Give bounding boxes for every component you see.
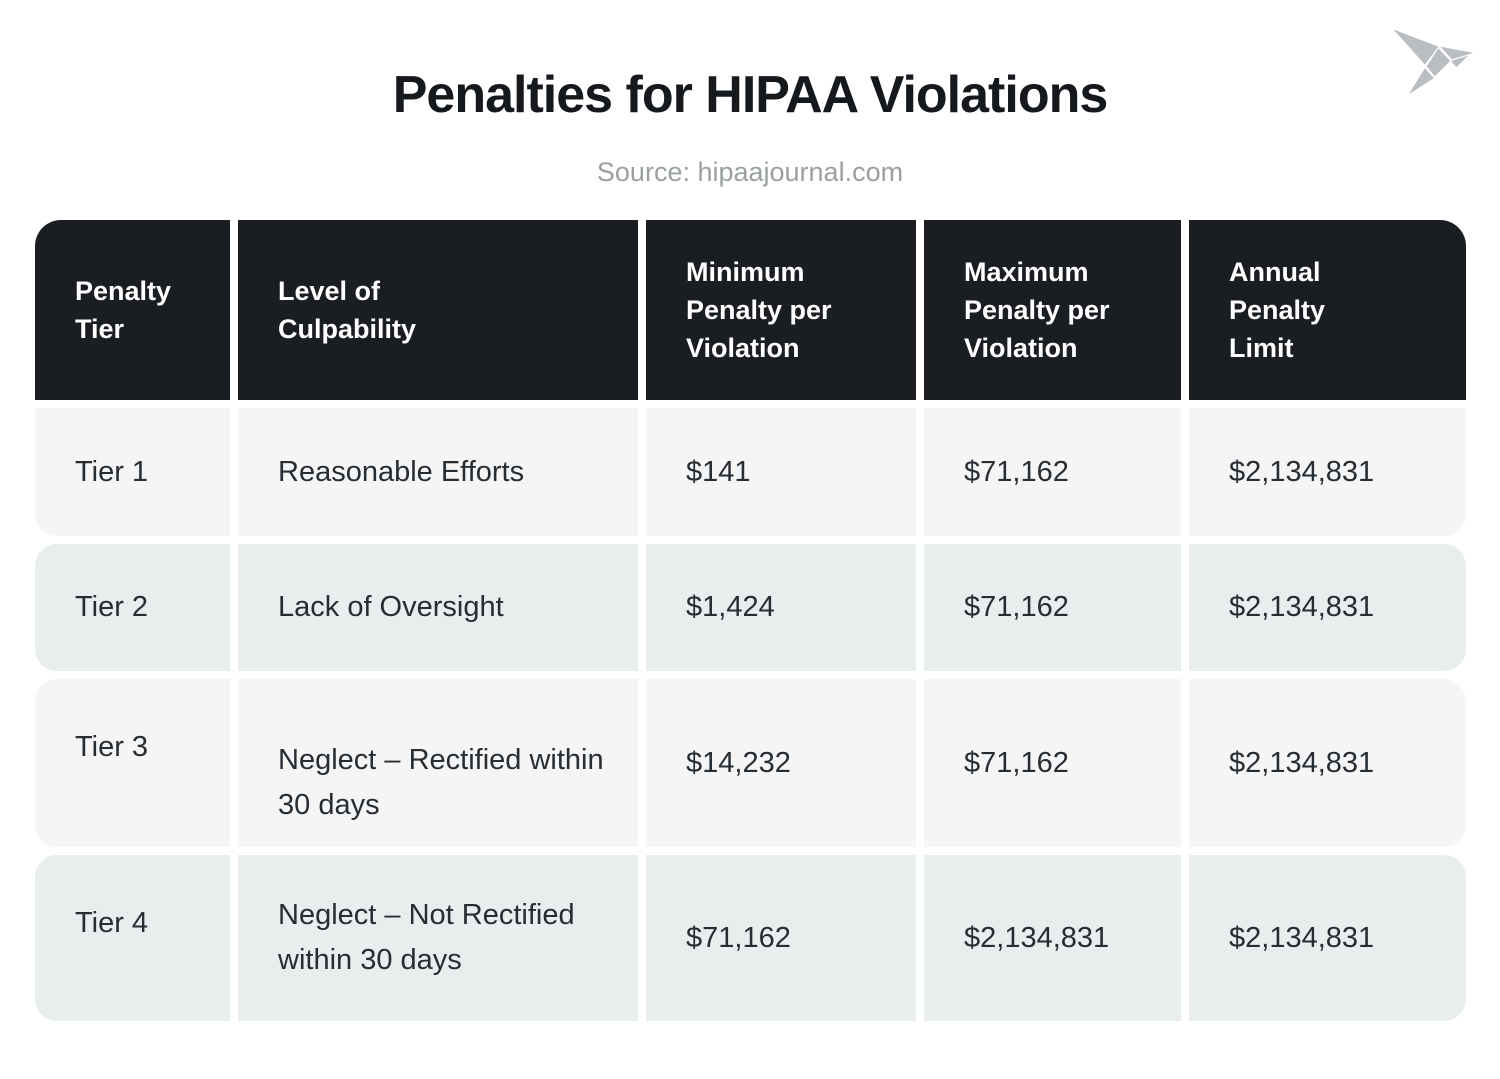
cell-max-penalty <box>924 855 1181 1021</box>
culpability-label: Reasonable Efforts <box>278 455 525 488</box>
column-header-maximum-penalty <box>924 220 1181 400</box>
column-header-penalty-tier <box>35 220 230 400</box>
cell-annual-limit <box>1189 544 1466 671</box>
cell-annual-limit <box>1189 855 1466 1021</box>
cell-annual-limit <box>1189 408 1466 536</box>
min-penalty-value: $141 <box>686 455 751 488</box>
culpability-label: Neglect – Not Rectified within 30 days <box>278 899 575 976</box>
cell-culpability <box>238 544 638 671</box>
tier-label: Tier 3 <box>75 731 149 763</box>
tier-label: Tier 4 <box>75 907 149 939</box>
column-header-minimum-penalty <box>646 220 916 400</box>
max-penalty-value: $71,162 <box>964 591 1069 623</box>
cell-culpability <box>238 855 638 1021</box>
column-header-annual-penalty-limit <box>1189 220 1466 400</box>
annual-limit-value: $2,134,831 <box>1229 921 1375 954</box>
cell-tier <box>35 855 230 1021</box>
cell-tier <box>35 544 230 671</box>
annual-limit-value: $2,134,831 <box>1229 455 1375 488</box>
culpability-label: Lack of Oversight <box>278 591 504 623</box>
column-header-label: Maximum Penalty per Violation <box>964 257 1110 363</box>
cell-min-penalty <box>646 855 916 1021</box>
column-header-label: Level of Culpability <box>278 276 417 344</box>
column-header-level-of-culpability <box>238 220 638 400</box>
cell-tier <box>35 408 230 536</box>
cell-tier <box>35 679 230 847</box>
cell-min-penalty <box>646 679 916 847</box>
cell-min-penalty <box>646 544 916 671</box>
cell-culpability <box>238 679 638 847</box>
cell-min-penalty <box>646 408 916 536</box>
annual-limit-value: $2,134,831 <box>1229 746 1375 779</box>
cell-culpability <box>238 408 638 536</box>
min-penalty-value: $1,424 <box>686 591 775 623</box>
tier-label: Tier 1 <box>75 455 149 488</box>
cell-annual-limit <box>1189 679 1466 847</box>
max-penalty-value: $71,162 <box>964 455 1069 488</box>
culpability-label: Neglect – Rectified within 30 days <box>278 744 604 821</box>
annual-limit-value: $2,134,831 <box>1229 591 1375 623</box>
column-header-label: Minimum Penalty per Violation <box>686 257 832 363</box>
source-caption: Source: hipaajournal.com <box>596 157 904 187</box>
penalties-table <box>35 220 1466 1021</box>
column-header-label: Annual Penalty Limit <box>1229 257 1326 363</box>
cell-max-penalty <box>924 408 1181 536</box>
max-penalty-value: $2,134,831 <box>964 921 1110 954</box>
max-penalty-value: $71,162 <box>964 746 1069 779</box>
tier-label: Tier 2 <box>75 591 149 623</box>
column-header-label: Penalty Tier <box>75 276 172 344</box>
cell-max-penalty <box>924 679 1181 847</box>
cell-max-penalty <box>924 544 1181 671</box>
page-title: Penalties for HIPAA Violations <box>392 66 1108 124</box>
min-penalty-value: $14,232 <box>686 746 791 779</box>
min-penalty-value: $71,162 <box>686 921 791 954</box>
